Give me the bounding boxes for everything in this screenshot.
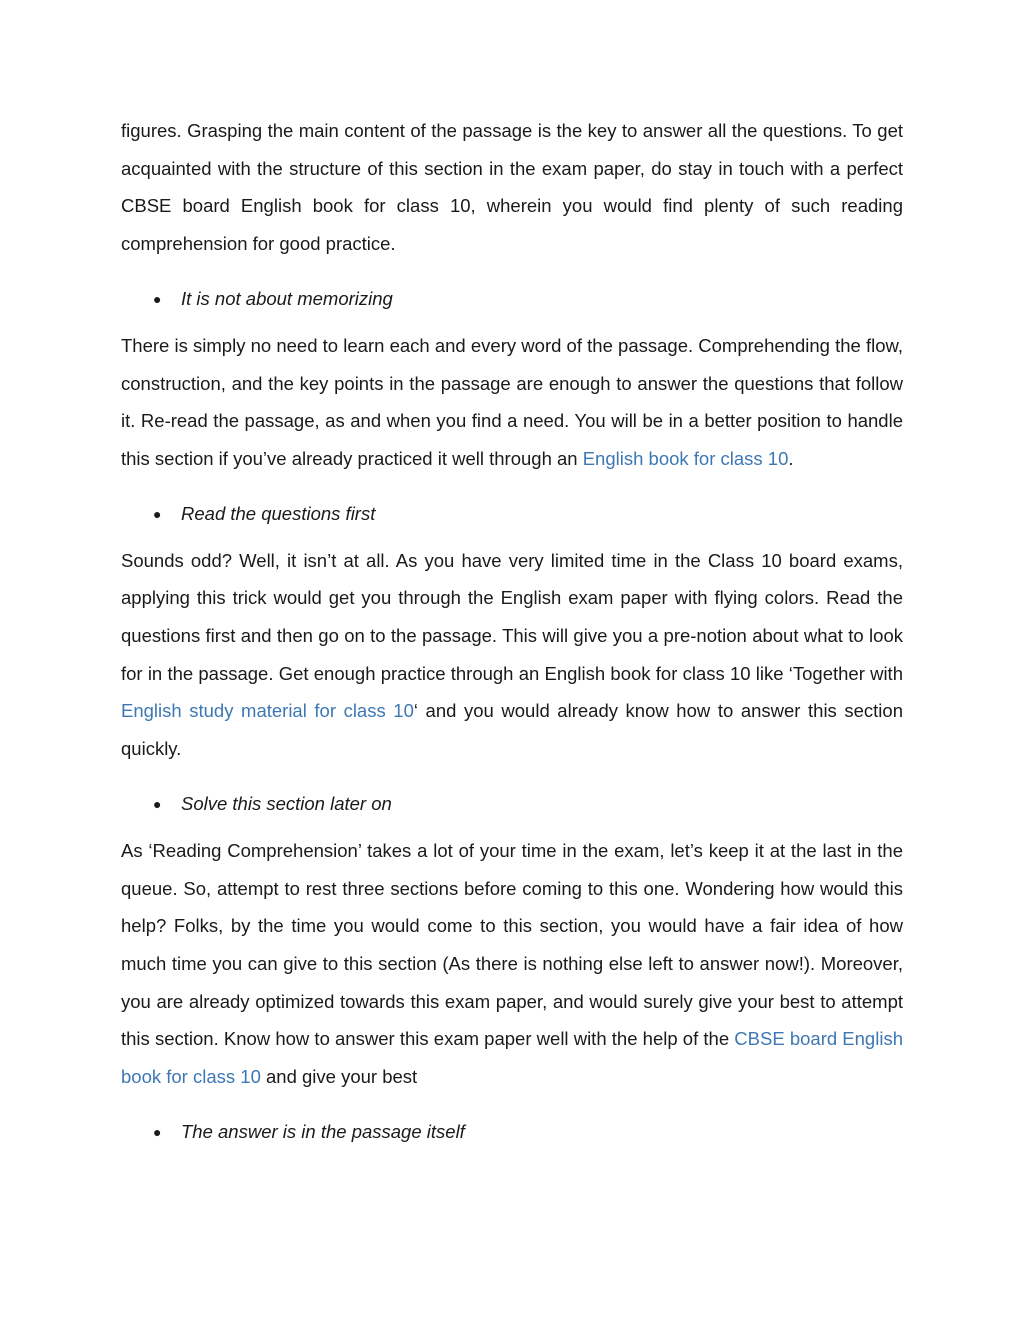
bullet-dot-icon: ● [153,795,162,812]
bullet-heading-memorizing [121,288,903,310]
paragraph-text-end: . [788,447,794,469]
bullet-text: Solve this section later on [181,792,392,814]
bullet-heading-solve-later [121,793,903,815]
paragraph-text-end: ‘ and you would already know how to answer this section quickly. [121,700,904,760]
paragraph-text: There is simply no need to learn each and every word of the passage. Comprehending the flow, construction, and the key points in the passage are enough to answer the questions that follow it. Re-read the passage, as and when you find a need. You will be in a better position to handle this section if you’ve already practiced it well through an [121,334,903,469]
paragraph-intro [121,112,903,263]
paragraph-memorizing [121,327,903,478]
paragraph-solve-later [121,832,903,1096]
paragraph-text: Sounds odd? Well, it isn’t at all. As you have very limited time in the Class 10 board exams, applying this trick would get you through the English exam paper with flying colors. Read the questions first and then go on to the passage. This will give you a pre-notion about what to look for in the passage. Get enough practice through an English book for class 10 like ‘Together with [121,549,903,684]
link-study-material[interactable]: English study material for class 10 [121,700,414,722]
paragraph-read-questions [121,542,903,768]
bullet-heading-answer-in-passage [121,1121,903,1143]
paragraph-text: As ‘Reading Comprehension’ takes a lot of your time in the exam, let’s keep it at the last in the queue. So, attempt to rest three sections before coming to this one. Wondering how would this help? Folks, by the time you would come to this section, you would have a fair idea of how much time you can give to this section (As there is nothing else left to answer now!). Moreover, you are already optimized towards this exam paper, and would surely give your best to attempt this section. Know how to answer this exam paper well with the help of the [121,839,903,1050]
link-cbse-book[interactable]: CBSE board English book for class 10 [121,1028,903,1088]
bullet-text: It is not about memorizing [181,287,393,309]
document-page [121,112,903,1143]
bullet-heading-read-questions [121,503,903,525]
paragraph-text-end: and give your best [260,1066,418,1088]
bullet-dot-icon: ● [153,290,162,307]
bullet-dot-icon: ● [153,505,162,522]
bullet-text: Read the questions first [181,502,376,524]
bullet-text: The answer is in the passage itself [181,1120,465,1142]
paragraph-text: figures. Grasping the main content of the passage is the key to answer all the questions. To get acquainted with the structure of this section in the exam paper, do stay in touch with a perfect CBSE board English book for class 10, wherein you would find plenty of such reading comprehension for good practice. [121,120,903,255]
bullet-dot-icon: ● [153,1123,162,1140]
link-english-book[interactable]: English book for class 10 [582,447,789,469]
